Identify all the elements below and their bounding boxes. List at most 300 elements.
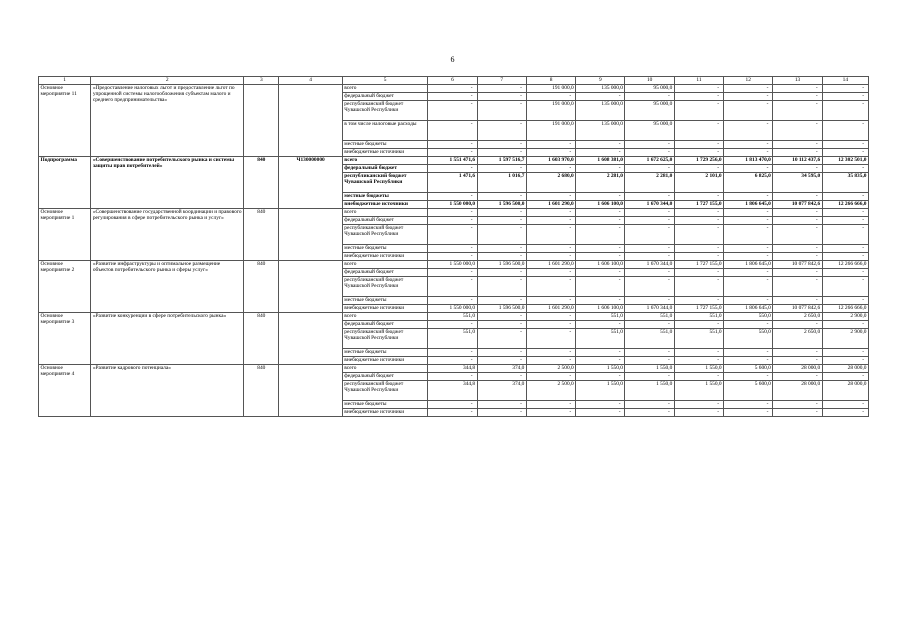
- column-header: 5: [342, 77, 428, 85]
- amount-cell: -: [724, 101, 773, 121]
- amount-cell: -: [428, 101, 477, 121]
- column-header: 11: [674, 77, 723, 85]
- amount-cell: -: [822, 277, 868, 297]
- amount-cell: -: [724, 373, 773, 381]
- amount-cell: -: [576, 93, 625, 101]
- amount-cell: -: [576, 321, 625, 329]
- amount-cell: -: [822, 357, 868, 365]
- amount-cell: -: [526, 209, 575, 217]
- amount-cell: -: [674, 101, 723, 121]
- amount-cell: 1 729 256,0: [674, 157, 723, 165]
- amount-cell: -: [428, 121, 477, 141]
- funding-source: республиканский бюджет Чувашской Республики: [342, 329, 428, 349]
- amount-cell: 2 650,0: [773, 329, 822, 349]
- amount-cell: 10 077 842,6: [773, 201, 822, 209]
- amount-cell: -: [526, 165, 575, 173]
- amount-cell: -: [773, 253, 822, 261]
- row-category: Основное мероприятие 2: [39, 261, 91, 313]
- amount-cell: 1 550,0: [576, 381, 625, 401]
- funding-source: внебюджетные источники: [342, 253, 428, 261]
- budget-table: [38, 76, 869, 417]
- amount-cell: -: [822, 245, 868, 253]
- amount-cell: -: [674, 373, 723, 381]
- amount-cell: -: [477, 321, 526, 329]
- funding-source: местные бюджеты: [342, 245, 428, 253]
- amount-cell: 374,0: [477, 365, 526, 373]
- funding-source: республиканский бюджет Чувашской Республики: [342, 381, 428, 401]
- amount-cell: -: [428, 297, 477, 305]
- amount-cell: -: [576, 401, 625, 409]
- amount-cell: 2 900,0: [822, 329, 868, 349]
- amount-cell: -: [674, 321, 723, 329]
- amount-cell: -: [526, 225, 575, 245]
- amount-cell: -: [428, 225, 477, 245]
- amount-cell: 5 600,0: [724, 381, 773, 401]
- amount-cell: -: [477, 245, 526, 253]
- table-row: [39, 313, 869, 321]
- row-category: Основное мероприятие 4: [39, 365, 91, 417]
- amount-cell: -: [674, 269, 723, 277]
- amount-cell: -: [477, 253, 526, 261]
- amount-cell: 12 266 666,0: [822, 201, 868, 209]
- amount-cell: -: [526, 193, 575, 201]
- amount-cell: -: [477, 349, 526, 357]
- row-name: «Предоставление налоговых льгот и предоставление льгот по упрощенной системы налогообложения субъектам малого и среднего предпринимательства»: [91, 85, 244, 157]
- amount-cell: 1 601 290,0: [526, 261, 575, 269]
- amount-cell: -: [428, 253, 477, 261]
- column-header: 14: [822, 77, 868, 85]
- page-number: 6: [450, 55, 455, 64]
- amount-cell: -: [477, 149, 526, 157]
- amount-cell: -: [773, 193, 822, 201]
- amount-cell: 1 550,0: [625, 381, 674, 401]
- amount-cell: 551,0: [674, 329, 723, 349]
- amount-cell: 1 551 471,6: [428, 157, 477, 165]
- amount-cell: -: [773, 297, 822, 305]
- amount-cell: -: [477, 313, 526, 321]
- funding-source: всего: [342, 313, 428, 321]
- amount-cell: -: [477, 225, 526, 245]
- amount-cell: -: [773, 165, 822, 173]
- table-body: [39, 85, 869, 417]
- amount-cell: 1 606 100,0: [576, 261, 625, 269]
- amount-cell: 1 813 470,0: [724, 157, 773, 165]
- amount-cell: 1 603 970,0: [526, 157, 575, 165]
- amount-cell: 1 596 500,0: [477, 201, 526, 209]
- amount-cell: 2 680,0: [526, 173, 575, 193]
- row-csr: [279, 261, 342, 313]
- amount-cell: -: [773, 209, 822, 217]
- amount-cell: -: [822, 165, 868, 173]
- row-grbs: [244, 85, 279, 157]
- amount-cell: -: [428, 93, 477, 101]
- amount-cell: 95 000,0: [625, 101, 674, 121]
- amount-cell: 135 000,0: [576, 121, 625, 141]
- column-header: 13: [773, 77, 822, 85]
- funding-source: республиканский бюджет Чувашской Республики: [342, 173, 428, 193]
- funding-source: федеральный бюджет: [342, 93, 428, 101]
- amount-cell: -: [822, 141, 868, 149]
- amount-cell: -: [674, 165, 723, 173]
- amount-cell: -: [674, 401, 723, 409]
- amount-cell: -: [674, 121, 723, 141]
- amount-cell: -: [526, 253, 575, 261]
- amount-cell: -: [674, 253, 723, 261]
- amount-cell: -: [625, 321, 674, 329]
- table-row: [39, 365, 869, 373]
- amount-cell: 1 550 000,0: [428, 305, 477, 313]
- funding-source: внебюджетные источники: [342, 149, 428, 157]
- amount-cell: -: [625, 277, 674, 297]
- funding-source: местные бюджеты: [342, 349, 428, 357]
- amount-cell: -: [773, 217, 822, 225]
- amount-cell: -: [477, 357, 526, 365]
- amount-cell: -: [625, 225, 674, 245]
- amount-cell: -: [428, 149, 477, 157]
- amount-cell: -: [674, 209, 723, 217]
- amount-cell: -: [822, 149, 868, 157]
- amount-cell: 2 101,0: [674, 173, 723, 193]
- amount-cell: 551,0: [576, 329, 625, 349]
- header-row: [39, 77, 869, 85]
- row-csr: [279, 313, 342, 365]
- amount-cell: -: [674, 245, 723, 253]
- amount-cell: -: [576, 193, 625, 201]
- amount-cell: 28 000,0: [773, 381, 822, 401]
- column-header: 3: [244, 77, 279, 85]
- amount-cell: 2 500,0: [526, 365, 575, 373]
- amount-cell: -: [724, 409, 773, 417]
- amount-cell: 1 608 381,0: [576, 157, 625, 165]
- amount-cell: -: [724, 141, 773, 149]
- amount-cell: -: [724, 297, 773, 305]
- amount-cell: -: [822, 269, 868, 277]
- amount-cell: 35 835,0: [822, 173, 868, 193]
- amount-cell: -: [674, 277, 723, 297]
- amount-cell: -: [625, 245, 674, 253]
- column-header: 6: [428, 77, 477, 85]
- funding-source: всего: [342, 157, 428, 165]
- amount-cell: -: [724, 357, 773, 365]
- amount-cell: 12 302 501,0: [822, 157, 868, 165]
- funding-source: всего: [342, 85, 428, 93]
- column-header: 2: [91, 77, 244, 85]
- amount-cell: -: [822, 297, 868, 305]
- amount-cell: 551,0: [428, 313, 477, 321]
- amount-cell: -: [526, 277, 575, 297]
- column-header: 10: [625, 77, 674, 85]
- amount-cell: 1 596 500,0: [477, 261, 526, 269]
- amount-cell: -: [625, 297, 674, 305]
- amount-cell: -: [822, 121, 868, 141]
- amount-cell: 1 806 645,0: [724, 261, 773, 269]
- amount-cell: 1 606 100,0: [576, 201, 625, 209]
- amount-cell: -: [526, 313, 575, 321]
- amount-cell: 1 550,0: [625, 365, 674, 373]
- amount-cell: -: [477, 401, 526, 409]
- amount-cell: 191 000,0: [526, 85, 575, 93]
- amount-cell: -: [773, 121, 822, 141]
- row-name: «Совершенствование потребительского рынка и системы защиты прав потребителей»: [91, 157, 244, 209]
- amount-cell: 1 727 155,0: [674, 261, 723, 269]
- amount-cell: -: [477, 217, 526, 225]
- amount-cell: 374,0: [477, 381, 526, 401]
- amount-cell: 1 550,0: [674, 365, 723, 373]
- row-grbs: 840: [244, 261, 279, 313]
- amount-cell: -: [526, 357, 575, 365]
- amount-cell: -: [477, 121, 526, 141]
- amount-cell: -: [625, 373, 674, 381]
- amount-cell: -: [576, 277, 625, 297]
- amount-cell: 1 670 344,0: [625, 201, 674, 209]
- amount-cell: -: [773, 245, 822, 253]
- amount-cell: -: [674, 217, 723, 225]
- amount-cell: -: [526, 401, 575, 409]
- amount-cell: -: [822, 401, 868, 409]
- amount-cell: -: [724, 253, 773, 261]
- amount-cell: -: [477, 85, 526, 93]
- amount-cell: 1 550 000,0: [428, 201, 477, 209]
- amount-cell: -: [822, 373, 868, 381]
- amount-cell: -: [674, 93, 723, 101]
- amount-cell: -: [428, 357, 477, 365]
- amount-cell: 28 000,0: [822, 365, 868, 373]
- amount-cell: -: [724, 245, 773, 253]
- amount-cell: 95 000,0: [625, 85, 674, 93]
- table-row: [39, 157, 869, 165]
- amount-cell: -: [822, 101, 868, 121]
- funding-source: республиканский бюджет Чувашской Республики: [342, 101, 428, 121]
- amount-cell: -: [773, 409, 822, 417]
- amount-cell: -: [526, 373, 575, 381]
- amount-cell: 550,0: [724, 313, 773, 321]
- row-grbs: 840: [244, 209, 279, 261]
- funding-source: всего: [342, 261, 428, 269]
- amount-cell: -: [576, 269, 625, 277]
- amount-cell: 5 600,0: [724, 365, 773, 373]
- amount-cell: -: [674, 357, 723, 365]
- amount-cell: -: [428, 141, 477, 149]
- amount-cell: 550,0: [724, 329, 773, 349]
- amount-cell: -: [724, 149, 773, 157]
- amount-cell: 2 650,0: [773, 313, 822, 321]
- amount-cell: -: [625, 141, 674, 149]
- amount-cell: 2 281,0: [576, 173, 625, 193]
- amount-cell: -: [477, 329, 526, 349]
- amount-cell: -: [477, 165, 526, 173]
- amount-cell: -: [674, 193, 723, 201]
- amount-cell: -: [773, 225, 822, 245]
- column-header: 1: [39, 77, 91, 85]
- amount-cell: -: [477, 277, 526, 297]
- amount-cell: -: [576, 357, 625, 365]
- amount-cell: -: [773, 93, 822, 101]
- amount-cell: 551,0: [576, 313, 625, 321]
- funding-source: республиканский бюджет Чувашской Республики: [342, 225, 428, 245]
- amount-cell: -: [625, 165, 674, 173]
- amount-cell: -: [477, 409, 526, 417]
- amount-cell: -: [724, 165, 773, 173]
- amount-cell: -: [428, 277, 477, 297]
- amount-cell: -: [724, 209, 773, 217]
- amount-cell: -: [625, 209, 674, 217]
- amount-cell: -: [526, 269, 575, 277]
- amount-cell: -: [576, 253, 625, 261]
- amount-cell: 1 672 625,0: [625, 157, 674, 165]
- row-csr: Ч130000000: [279, 157, 342, 209]
- amount-cell: -: [526, 93, 575, 101]
- amount-cell: -: [576, 409, 625, 417]
- funding-source: местные бюджеты: [342, 297, 428, 305]
- amount-cell: 1 806 645,0: [724, 305, 773, 313]
- amount-cell: 1 670 344,0: [625, 305, 674, 313]
- amount-cell: 1 601 290,0: [526, 305, 575, 313]
- amount-cell: 191 000,0: [526, 121, 575, 141]
- amount-cell: -: [822, 93, 868, 101]
- amount-cell: -: [724, 121, 773, 141]
- amount-cell: 1 727 155,0: [674, 305, 723, 313]
- amount-cell: 6 825,0: [724, 173, 773, 193]
- column-header: 4: [279, 77, 342, 85]
- amount-cell: 1 550 000,0: [428, 261, 477, 269]
- amount-cell: -: [526, 297, 575, 305]
- amount-cell: -: [576, 217, 625, 225]
- amount-cell: -: [724, 225, 773, 245]
- amount-cell: -: [428, 321, 477, 329]
- amount-cell: 2 281,0: [625, 173, 674, 193]
- amount-cell: -: [674, 297, 723, 305]
- amount-cell: -: [576, 373, 625, 381]
- funding-source: местные бюджеты: [342, 401, 428, 409]
- funding-source: федеральный бюджет: [342, 165, 428, 173]
- amount-cell: 551,0: [674, 313, 723, 321]
- amount-cell: -: [477, 193, 526, 201]
- amount-cell: -: [428, 373, 477, 381]
- amount-cell: 10 077 842,6: [773, 305, 822, 313]
- amount-cell: -: [773, 141, 822, 149]
- amount-cell: -: [625, 253, 674, 261]
- amount-cell: -: [724, 269, 773, 277]
- amount-cell: -: [477, 373, 526, 381]
- amount-cell: 28 000,0: [773, 365, 822, 373]
- amount-cell: -: [625, 269, 674, 277]
- amount-cell: -: [625, 401, 674, 409]
- amount-cell: -: [477, 141, 526, 149]
- funding-source: федеральный бюджет: [342, 217, 428, 225]
- amount-cell: -: [822, 349, 868, 357]
- row-name: «Развитие инфраструктуры и оптимальное размещение объектов потребительского рынка и сферы услуг»: [91, 261, 244, 313]
- amount-cell: 344,8: [428, 381, 477, 401]
- amount-cell: -: [773, 101, 822, 121]
- amount-cell: -: [428, 409, 477, 417]
- funding-source: местные бюджеты: [342, 141, 428, 149]
- amount-cell: -: [625, 93, 674, 101]
- amount-cell: -: [428, 217, 477, 225]
- amount-cell: 1 596 500,0: [477, 305, 526, 313]
- funding-source: внебюджетные источники: [342, 357, 428, 365]
- amount-cell: -: [724, 217, 773, 225]
- amount-cell: -: [674, 349, 723, 357]
- amount-cell: 1 806 645,0: [724, 201, 773, 209]
- amount-cell: 10 112 437,6: [773, 157, 822, 165]
- amount-cell: -: [625, 217, 674, 225]
- amount-cell: -: [773, 321, 822, 329]
- amount-cell: -: [625, 193, 674, 201]
- row-name: «Развитие кадрового потенциала»: [91, 365, 244, 417]
- amount-cell: -: [724, 85, 773, 93]
- amount-cell: 28 000,0: [822, 381, 868, 401]
- funding-source: всего: [342, 209, 428, 217]
- amount-cell: -: [576, 141, 625, 149]
- amount-cell: 1 606 100,0: [576, 305, 625, 313]
- amount-cell: -: [428, 193, 477, 201]
- amount-cell: 34 595,0: [773, 173, 822, 193]
- amount-cell: -: [625, 349, 674, 357]
- amount-cell: -: [773, 269, 822, 277]
- funding-source: федеральный бюджет: [342, 373, 428, 381]
- amount-cell: -: [674, 85, 723, 93]
- amount-cell: 1 601 290,0: [526, 201, 575, 209]
- amount-cell: -: [428, 245, 477, 253]
- row-csr: [279, 85, 342, 157]
- row-name: «Совершенствование государственной координации и правового регулирования в сфере потребительского рынка и услуг»: [91, 209, 244, 261]
- amount-cell: -: [822, 85, 868, 93]
- amount-cell: 551,0: [625, 313, 674, 321]
- column-header: 9: [576, 77, 625, 85]
- amount-cell: -: [773, 85, 822, 93]
- amount-cell: -: [526, 245, 575, 253]
- amount-cell: 1 550,0: [674, 381, 723, 401]
- funding-source: федеральный бюджет: [342, 321, 428, 329]
- amount-cell: -: [822, 409, 868, 417]
- amount-cell: -: [773, 349, 822, 357]
- amount-cell: -: [674, 149, 723, 157]
- funding-source: федеральный бюджет: [342, 269, 428, 277]
- amount-cell: -: [822, 225, 868, 245]
- amount-cell: -: [822, 193, 868, 201]
- amount-cell: 135 000,0: [576, 101, 625, 121]
- amount-cell: 10 077 842,6: [773, 261, 822, 269]
- amount-cell: -: [724, 349, 773, 357]
- amount-cell: -: [625, 149, 674, 157]
- funding-source: внебюджетные источники: [342, 305, 428, 313]
- amount-cell: 551,0: [625, 329, 674, 349]
- amount-cell: -: [724, 401, 773, 409]
- row-grbs: 840: [244, 313, 279, 365]
- amount-cell: -: [576, 297, 625, 305]
- amount-cell: -: [428, 349, 477, 357]
- amount-cell: 1 550,0: [576, 365, 625, 373]
- amount-cell: -: [428, 165, 477, 173]
- amount-cell: -: [576, 349, 625, 357]
- amount-cell: -: [526, 409, 575, 417]
- amount-cell: -: [625, 409, 674, 417]
- row-category: Основное мероприятие 11: [39, 85, 91, 157]
- funding-source: республиканский бюджет Чувашской Республики: [342, 277, 428, 297]
- funding-source: внебюджетные источники: [342, 409, 428, 417]
- amount-cell: -: [724, 93, 773, 101]
- row-category: Основное мероприятие 3: [39, 313, 91, 365]
- amount-cell: -: [428, 401, 477, 409]
- column-header: 7: [477, 77, 526, 85]
- column-header: 8: [526, 77, 575, 85]
- amount-cell: -: [674, 225, 723, 245]
- amount-cell: 1 727 155,0: [674, 201, 723, 209]
- column-header: 12: [724, 77, 773, 85]
- amount-cell: -: [576, 245, 625, 253]
- amount-cell: -: [526, 141, 575, 149]
- amount-cell: -: [822, 321, 868, 329]
